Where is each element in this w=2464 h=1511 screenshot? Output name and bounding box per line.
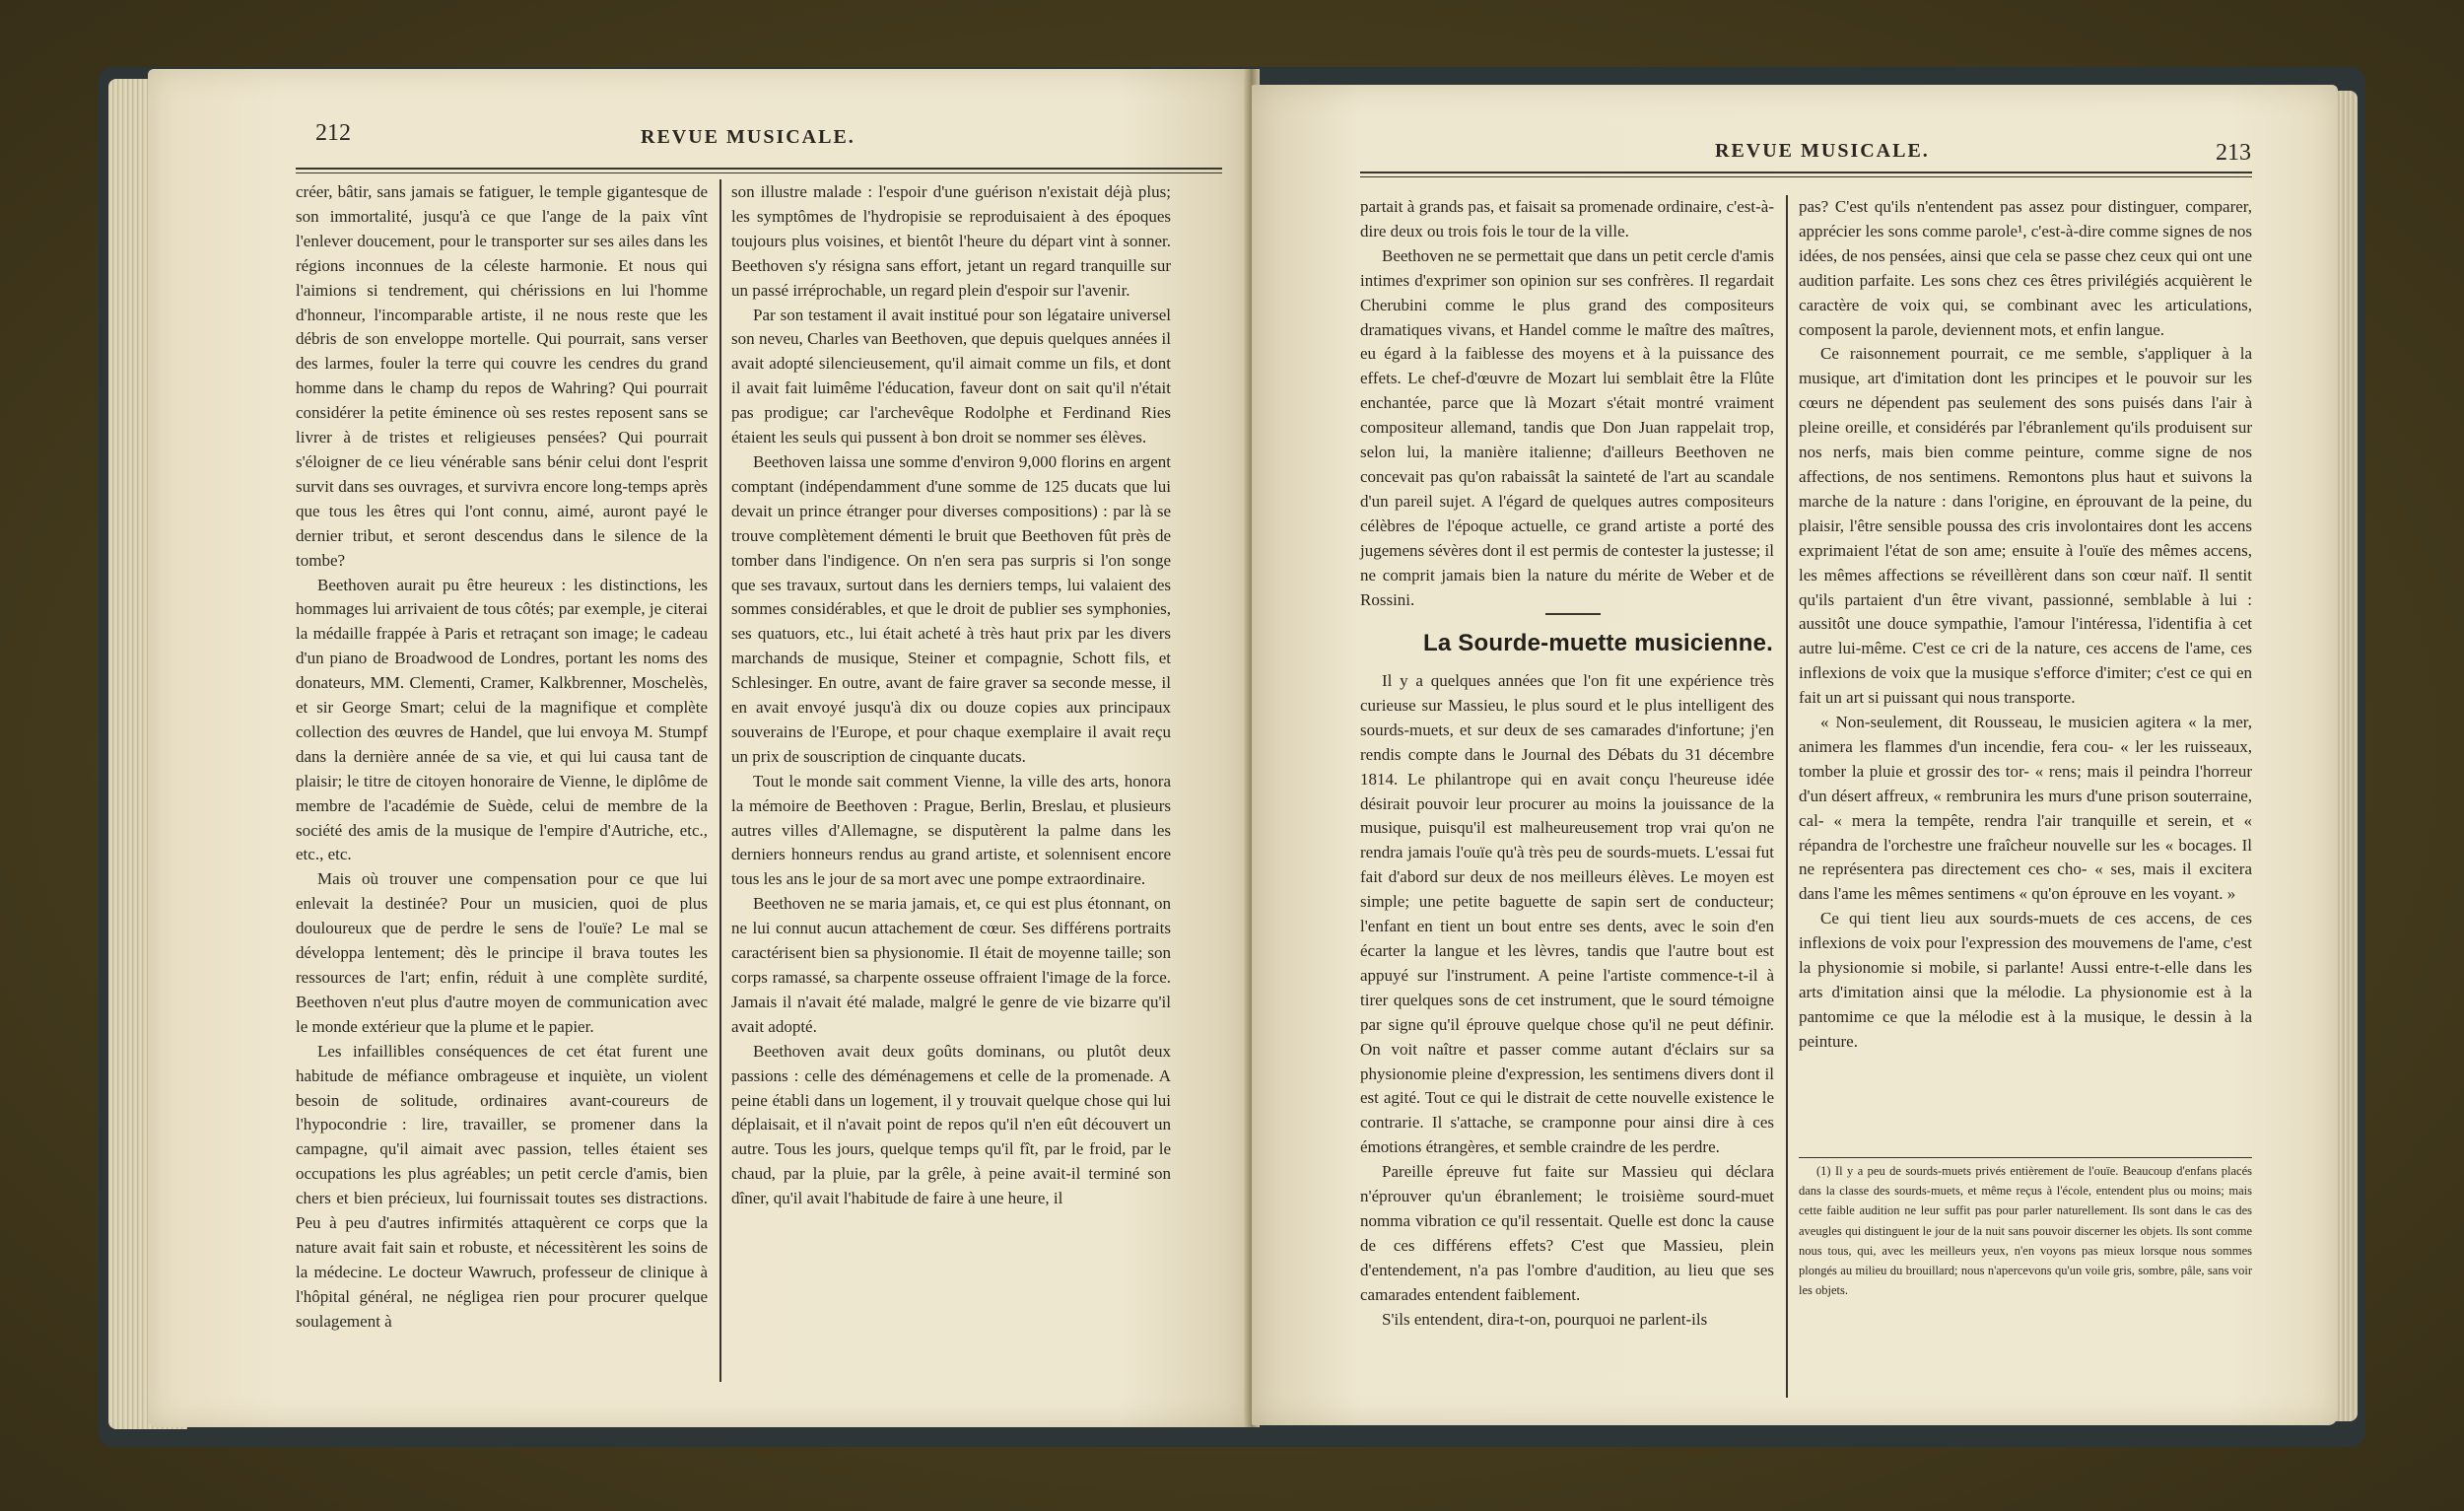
left-running-head: REVUE MUSICALE. [641, 126, 856, 148]
footnote-rule [1799, 1157, 2252, 1158]
paragraph: Beethoven ne se permettait que dans un petit cercle d'amis intimes d'exprimer son opinion sur ses confrères. Il regardait Cherubini comme le plus grand des compositeurs dramatiques vivans, et Handel comme le maître des maîtres, eu égard à la faiblesse des moyens et à la puissance des effets. Le chef-d'œuvre de Mozart lui semblait être la Flûte enchantée, parce que là Mozart s'était montré vraiment compositeur allemand, tandis que Don Juan rappelait trop, selon lui, la manière italienne; d'ailleurs Beethoven ne concevait pas qu'on rabaissât la sainteté de l'art au scandale d'un pareil sujet. A l'égard de quelques autres compositeurs célèbres de l'époque actuelle, ce grand artiste a porté des jugemens sévères dont il est permis de contester la justesse; il ne comprit jamais bien la nature du mérite de Weber et de Rossini. [1360, 245, 1774, 609]
left-column-2 [731, 180, 1171, 1211]
paragraph: S'ils entendent, dira-t-on, pourquoi ne parlent-ils [1382, 1309, 1708, 1329]
paragraph: Par son testament il avait institué pour son légataire universel son neveu, Charles van Beethoven, que depuis quelques années il avait adopté silencieusement, qu'il aimait comme un fils, et dont il avait fait luimême l'éducation, faveur dont on sait qu'il n'était pas prodigue; car l'archevêque Rodolphe et Ferdinand Ries étaient les seuls qui pussent à bon droit se nommer ses élèves. [731, 305, 1171, 447]
quotation: « Non-seulement, dit Rousseau, le musicien agitera « la mer, animera les flammes d'un incendie, fera cou- « ler les ruisseaux, tomber la pluie et grossir des tor- « rens; mais il peindra l'horreur d'un désert affreux, « rembrunira les murs d'une prison souterraine, cal- « mera la tempête, rendra l'air tranquille et serein, et « répandra de l'orchestre une fraîcheur nouvelle sur les « bocages. Il ne représentera pas directement ces cho- « ses, mais il excitera dans l'ame les mêmes sentimens « qu'on éprouve en les voyant. » [1799, 713, 2252, 904]
paragraph: Beethoven laissa une somme d'environ 9,000 florins en argent comptant (indépendamment d'une somme de 125 ducats que lui devait un prince étranger pour diverses compositions) : par là se trouve complètement démenti le bruit que Beethoven fût près de tomber dans l'indigence. On n'en sera pas surpris si l'on songe que ses travaux, surtout dans les derniers temps, lui valaient des sommes considérables, et que le droit de publier ses symphonies, ses quatuors, etc., lui était acheté à très haut prix par les divers marchands de musique, Steiner et compagnie, Schott fils, et Schlesinger. En outre, avant de faire graver sa seconde messe, il en avait envoyé jusqu'à dix ou douze copies aux principaux souverains de l'Europe, et pour chaque exemplaire il avait reçu un prix de souscription de cinquante ducats. [731, 451, 1171, 766]
paragraph: Ce qui tient lieu aux sourds-muets de ces accens, de ces inflexions de voix pour l'expression des mouvemens de l'ame, c'est la physionomie si mobile, si parlante! Aussi entre-t-elle dans les arts d'imitation ainsi que la mélodie. La physionomie est à la pantomime ce que la mélodie est à la musique, le dessin à la peinture. [1799, 909, 2252, 1051]
paragraph: Beethoven ne se maria jamais, et, ce qui est plus étonnant, on ne lui connut aucun attachement de cœur. Ses différens portraits caractérisent bien sa physionomie. Il était de moyenne taille; son corps ramassé, sa charpente osseuse offraient l'image de la force. Jamais il n'avait été malade, malgré le genre de vie bizarre qu'il avait adopté. [731, 894, 1171, 1036]
paragraph: Ce raisonnement pourrait, ce me semble, s'appliquer à la musique, art d'imitation dont les principes et le pouvoir sur les cœurs ne dépendent pas seulement des sons puisés dans l'air à pleine oreille, et considérés par l'ébranlement qu'ils produisent sur nos nerfs, mais bien comme peinture, comme signe de nos affections, de nos sentimens. Remontons plus haut et suivons la marche de la nature : dans l'origine, en éprouvant de la peine, du plaisir, l'être sensible poussa des cris involontaires dont les accens exprimaient l'état de son ame; ensuite à l'ouïe des mêmes accens, les mêmes affections se réveillèrent dans son cœur naïf. Il sentit qu'ils partaient d'un être vivant, passionné, semblable à lui : aussitôt une douce sympathie, l'amour l'intéressa, l'identifia à cet autre lui-même. C'est ce cri de la nature, ces accens de l'ame, ces inflexions de voix que la musique s'efforce d'imiter; c'est ce qui en fait un art si puissant qui nous transporte. [1799, 344, 2252, 708]
article-separator [1545, 613, 1601, 615]
left-column-divider [719, 179, 721, 1382]
paragraph: Les infaillibles conséquences de cet état furent une habitude de méfiance ombrageuse et inquiète, un violent besoin de solitude, ordinaires avant-coureurs de l'hypocondrie : lire, travailler, se promener dans la campagne, qu'il aimait avec passion, telles étaient ses occupations les plus agréables; un petit cercle d'amis, bien chers et bien précieux, lui fournissait toutes ses distractions. Peu à peu d'autres infirmités attaquèrent ce corps que la nature avait fait sain et robuste, et nécessitèrent les soins de la médecine. Le docteur Wawruch, professeur de clinique à l'hôpital général, ne négligea rien pour procurer quelque soulagement à [296, 1041, 708, 1331]
left-page [148, 69, 1250, 1427]
footnote-text: (1) Il y a peu de sourds-muets privés entièrement de l'ouïe. Beaucoup d'enfans placés dans la classe des sourds-muets, et même reçus à l'école, entendent plus ou moins; mais cette faible audition ne leur suffit pas pour parler naturellement. Ils sont dans le cas des aveugles qui distinguent le jour de la nuit sans pouvoir discerner les objets. Ils sont comme nous tous, qui, avec les meilleurs yeux, n'en voyons pas mieux lorsque nous sommes plongés au milieu du brouillard; nous n'apercevons qu'un voile gris, sombre, pâle, sans voir les objets. [1799, 1164, 2252, 1298]
right-header-rule-thin [1360, 176, 2252, 177]
right-column-1-intro [1360, 195, 1774, 612]
paragraph: pas? C'est qu'ils n'entendent pas assez pour distinguer, comparer, apprécier les sons comme parole¹, c'est-à-dire comme signes de nos idées, de nos pensées, ainsi que cela se passe chez ceux qui ont une audition parfaite. Les sons chez ces êtres privilégiés acquièrent le caractère de voix qui, se combinant avec les articulations, composent la parole, deviennent mots, et enfin langue. [1799, 197, 2252, 339]
left-header-rule-thin [296, 172, 1222, 173]
right-page [1252, 85, 2338, 1425]
paragraph: créer, bâtir, sans jamais se fatiguer, le temple gigantesque de son immortalité, jusqu'à ce que l'ange de la paix vînt l'enlever doucement, pour le transporter sur ses ailes dans les régions inconnues de la céleste harmonie. Et nous qui l'aimions si tendrement, qui chérissions en lui l'homme d'honneur, l'incomparable artiste, il ne nous reste que les débris de son enveloppe mortelle. Qui pourrait, sans verser des larmes, fouler la terre qui couvre les cendres du grand homme dans le champ du repos de Wahring? Qui pourrait considérer la petite éminence où ses restes reposent sans se livrer à de tristes et religieuses pensées? Qui pourrait s'éloigner de ce lieu vénérable sans bénir celui dont l'esprit survit dans ses ouvrages, et survivra encore long-temps après que tous les êtres qui l'ont connu, aimé, auront payé le dernier tribut, et seront descendus dans le silence de la tombe? [296, 182, 708, 570]
paragraph: Pareille épreuve fut faite sur Massieu qui déclara n'éprouver qu'un ébranlement; le troisième sourd-muet nomma vibration ce qu'il ressentait. Quelle est donc la cause de ces différens effets? C'est que Massieu, plein d'entendement, n'a pas l'ombre d'audition, au lieu que ses camarades entendent faiblement. [1360, 1162, 1774, 1304]
article-title: La Sourde-muette musicienne. [1423, 630, 1774, 656]
left-column-1 [296, 180, 708, 1335]
paragraph: son illustre malade : l'espoir d'une guérison n'existait déjà plus; les symptômes de l'hydropisie se reproduisaient à des époques toujours plus voisines, et bientôt l'heure du départ vint à sonner. Beethoven s'y résigna sans effort, jetant un regard tranquille sur un passé irréprochable, un regard plein d'espoir sur l'avenir. [731, 182, 1171, 300]
paragraph: Beethoven avait deux goûts dominans, ou plutôt deux passions : celle des déménagemens et celle de la promenade. A peine établi dans un logement, il y trouvait quelque chose qui lui déplaisait, et il n'avait point de repos qu'il n'en eût découvert un autre. Tous les jours, quelque temps qu'il fît, par le froid, par le chaud, par la pluie, par la grêle, à peine avait-il terminé son dîner, qu'il avait l'habitude de faire à une heure, il [731, 1041, 1171, 1208]
paragraph: Tout le monde sait comment Vienne, la ville des arts, honora la mémoire de Beethoven : Prague, Berlin, Breslau, et plusieurs autres villes d'Allemagne, se disputèrent la palme dans les derniers honneurs rendus au grand artiste, et solennisent encore tous les ans le jour de sa mort avec une pompe extraordinaire. [731, 771, 1171, 889]
right-column-1-article [1360, 669, 1774, 1332]
right-page-number: 213 [2216, 140, 2251, 166]
left-header-rule [296, 168, 1222, 170]
right-running-head: REVUE MUSICALE. [1715, 140, 1930, 162]
right-column-divider [1786, 195, 1788, 1398]
paragraph: Beethoven aurait pu être heureux : les distinctions, les hommages lui arrivaient de tous côtés; par exemple, je citerai la médaille frappée à Paris et retraçant son image; le cadeau d'un piano de Broadwood de Londres, portant les noms des donateurs, MM. Clementi, Cramer, Kalkbrenner, Moschelès, et sir George Smart; celui de la magnifique et complète collection des œuvres de Handel, que lui envoya M. Stumpf dans la dernière année de sa vie, et qui lui causa tant de plaisir; le titre de citoyen honoraire de Vienne, le diplôme de membre de l'académie de Suède, celui de membre de la société des amis de la musique de l'empire d'Autriche, etc., etc., etc. [296, 575, 708, 864]
paragraph: partait à grands pas, et faisait sa promenade ordinaire, c'est-à-dire deux ou trois fois le tour de la ville. [1360, 197, 1774, 240]
left-page-number: 212 [315, 120, 351, 146]
paragraph: Mais où trouver une compensation pour ce que lui enlevait la destinée? Pour un musicien, quoi de plus douloureux que de perdre le sens de l'ouïe? Le mal se développa lentement; dès le principe il brava toutes les ressources de l'art; enfin, réduit à une complète surdité, Beethoven n'eut plus d'autre moyen de communication avec le monde extérieur que la plume et le papier. [296, 869, 708, 1036]
paragraph: Il y a quelques années que l'on fit une expérience très curieuse sur Massieu, le plus sourd et le plus intelligent des sourds-muets, et sur deux de ses camarades d'infortune; j'en rendis compte dans le Journal des Débats du 31 décembre 1814. Le philantrope qui en avait conçu l'heureuse idée désirait pouvoir leur procurer au moins la jouissance de la musique, puisqu'il est malheureusement trop vrai qu'on ne rendra jamais l'ouïe qu'à très peu de sourds-muets. L'essai fut fait d'abord sur deux de nos meilleurs élèves. Le moyen est simple; une petite baguette de sapin sert de conducteur; l'enfant en tient un bout entre ses dents, avec le soin d'en écarter la langue et les lèvres, tandis que l'autre bout est appuyé sur l'instrument. A peine l'artiste commence-t-il à tirer quelques sons de cet instrument, que le sourd témoigne par signe qu'il éprouve quelque chose qu'il ne peut définir. On voit naître et passer comme autant d'éclairs sur sa physionomie pleine d'expression, les sentimens divers dont il est agité. Tout ce qui le distrait de cette nouvelle existence le contrarie. Il s'attache, se cramponne pour ainsi dire à ces émotions étrangères, et semble craindre de les perdre. [1360, 671, 1774, 1157]
right-header-rule [1360, 172, 2252, 173]
right-column-2 [1799, 195, 2252, 1055]
footnote [1799, 1161, 2252, 1300]
